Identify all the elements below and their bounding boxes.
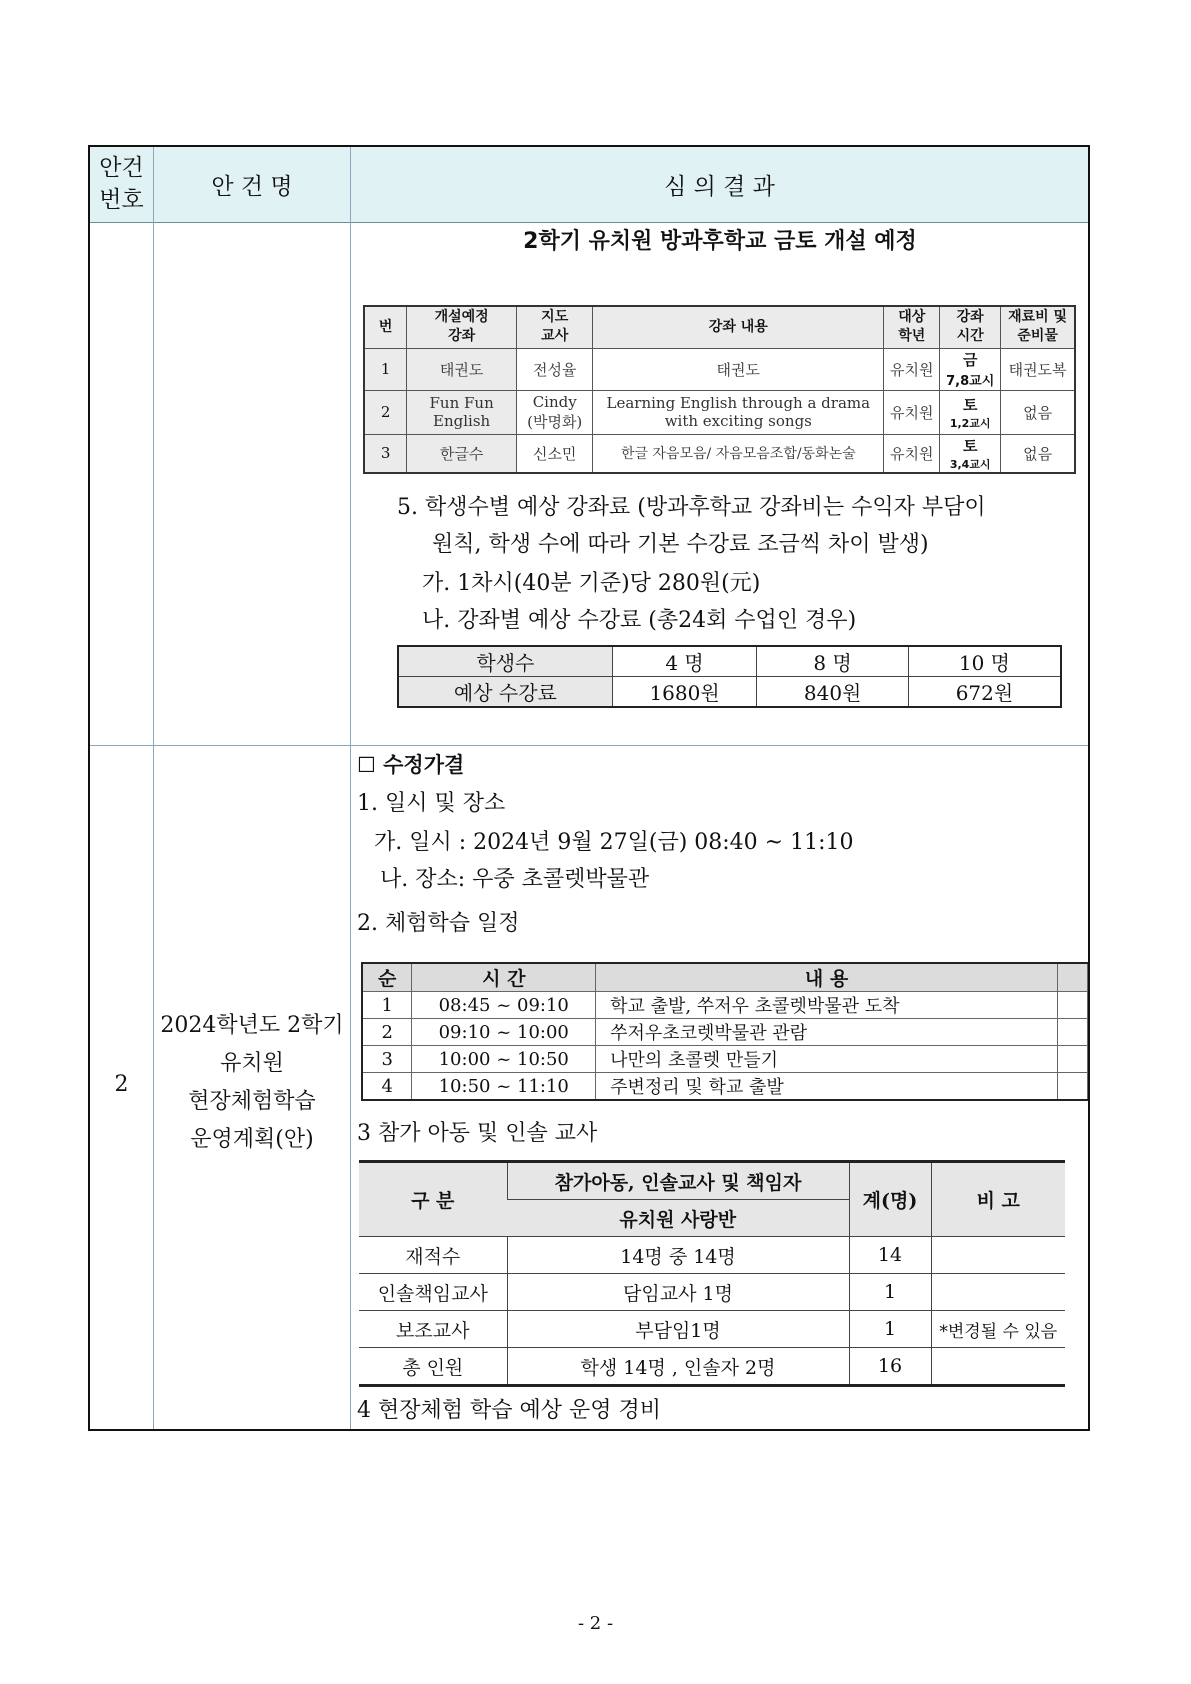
cell-material: 없음 [1001, 390, 1075, 434]
course-table [363, 305, 1076, 474]
cell-total: 1 [849, 1274, 931, 1311]
blank-cell [1058, 992, 1088, 1019]
divider [90, 745, 1088, 746]
col-header-grade [884, 306, 940, 348]
cell-day: 토 [962, 436, 978, 455]
table-row [364, 390, 1075, 434]
page-number: - 2 - [577, 1613, 614, 1634]
item5-line1: 5. 학생수별 예상 강좌료 (방과후학교 강좌비는 수익자 부담이 [397, 495, 986, 520]
cell-teacher: 전성율 [517, 348, 593, 390]
col-header-order: 순 [362, 963, 412, 992]
cell-category: 재적수 [359, 1237, 507, 1274]
table-row [364, 434, 1075, 473]
col-header-teacher-line: 교사 [541, 328, 569, 345]
cell-no: 2 [364, 390, 407, 434]
col-header-total: 계(명) [849, 1162, 931, 1237]
agenda-name-line: 현장체험학습 [188, 1089, 316, 1114]
cell-period: 3,4교시 [949, 457, 991, 471]
col-header-time [940, 306, 1001, 348]
fee-label-fee: 예상 수강료 [398, 677, 612, 708]
col-header-grade-line: 학년 [898, 328, 926, 345]
header-agenda-number-bottom: 번호 [99, 187, 144, 213]
table-row [398, 646, 1061, 677]
after-school-title: 2학기 유치원 방과후학교 금토 개설 예정 [523, 229, 917, 254]
fee-label-students: 학생수 [398, 646, 612, 677]
cell-grade: 유치원 [884, 434, 940, 473]
cell-category: 총 인원 [359, 1348, 507, 1386]
col-header-time-line: 시간 [956, 328, 984, 345]
agenda-name-line: 2024학년도 2학기 [160, 1013, 344, 1038]
col-header-material-line: 재료비 및 [1008, 309, 1068, 326]
header-agenda-number [90, 147, 153, 221]
cell-material: 없음 [1001, 434, 1075, 473]
col-header-course-line: 강좌 [448, 328, 476, 345]
col-header-course [407, 306, 517, 348]
cell-teacher-line: Cindy [532, 392, 577, 411]
cell-material: 태권도복 [1001, 348, 1075, 390]
cell-total: 16 [849, 1348, 931, 1386]
table-row [362, 963, 1088, 992]
item5-na: 나. 강좌별 예상 수강료 (총24회 수업인 경우) [422, 608, 857, 633]
col-header-course-line: 개설예정 [434, 309, 489, 326]
blank-cell [1058, 1019, 1088, 1046]
fee-value: 840원 [757, 677, 909, 708]
agenda-name [154, 1007, 350, 1159]
cell-content: 쑤저우초코렛박물관 관람 [596, 1019, 1058, 1046]
cell-order: 4 [362, 1073, 412, 1101]
cell-course [407, 390, 517, 434]
cell-day: 토 [962, 395, 978, 414]
table-row [362, 1073, 1088, 1101]
cell-day: 금 [962, 351, 978, 369]
cell-teacher-line: (박명화) [527, 412, 583, 431]
agenda-name-line: 운영계획(안) [190, 1127, 314, 1152]
fee-value: 1680원 [612, 677, 757, 708]
cell-content [593, 390, 884, 434]
header-result: 심 의 결 과 [664, 173, 775, 200]
cell-category: 보조교사 [359, 1311, 507, 1348]
cell-period: 7,8교시 [946, 374, 995, 389]
table-row [359, 1274, 1065, 1311]
fee-table [397, 645, 1062, 708]
cell-period: 1,2교시 [949, 416, 991, 430]
cell-content: 태권도 [593, 348, 884, 390]
col-header-material [1001, 306, 1075, 348]
section-1-title: 1. 일시 및 장소 [357, 791, 506, 816]
cell-teacher: 신소민 [517, 434, 593, 473]
col-header-material-line: 준비물 [1017, 328, 1058, 345]
cell-course-line: English [433, 412, 491, 430]
cell-total: 14 [849, 1237, 931, 1274]
table-row [398, 677, 1061, 708]
cell-detail: 부담임1명 [507, 1311, 849, 1348]
cell-course: 한글수 [407, 434, 517, 473]
table-row [359, 1311, 1065, 1348]
section-3-title: 3 참가 아동 및 인솔 교사 [357, 1121, 598, 1146]
item5-ga: 가. 1차시(40분 기준)당 280원(元) [422, 571, 761, 596]
divider [153, 147, 154, 1429]
cell-detail: 학생 14명 , 인솔자 2명 [507, 1348, 849, 1386]
header-agenda-name: 안 건 명 [211, 173, 293, 200]
col-header-note: 비 고 [931, 1162, 1065, 1237]
cell-note [931, 1237, 1065, 1274]
cell-order: 2 [362, 1019, 412, 1046]
table-row [359, 1348, 1065, 1386]
cell-grade: 유치원 [884, 390, 940, 434]
table-row [362, 1046, 1088, 1073]
cell-content-line: Learning English through a drama [606, 394, 871, 412]
cell-total: 1 [849, 1311, 931, 1348]
cell-content: 나만의 초콜렛 만들기 [596, 1046, 1058, 1073]
table-row [364, 306, 1075, 348]
col-header-content: 내 용 [596, 963, 1058, 992]
col-header-class: 유치원 사랑반 [507, 1200, 849, 1237]
header-agenda-number-top: 안건 [99, 155, 144, 181]
table-row [364, 348, 1075, 390]
col-header-no: 번 [364, 306, 407, 348]
cell-time: 10:50 ~ 11:10 [412, 1073, 596, 1101]
table-row [359, 1237, 1065, 1274]
col-header-teacher-line: 지도 [541, 309, 569, 326]
cell-time: 08:45 ~ 09:10 [412, 992, 596, 1019]
checkbox-icon: ☐ [357, 753, 376, 777]
blank-cell [1058, 1073, 1088, 1101]
table-row [362, 1019, 1088, 1046]
fee-students: 10 명 [908, 646, 1061, 677]
col-header-content: 강좌 내용 [593, 306, 884, 348]
cell-time: 10:00 ~ 10:50 [412, 1046, 596, 1073]
col-header-grade-line: 대상 [898, 309, 926, 326]
cell-grade: 유치원 [884, 348, 940, 390]
col-header-time: 시 간 [412, 963, 596, 992]
cell-no: 1 [364, 348, 407, 390]
cell-course: 태권도 [407, 348, 517, 390]
col-header-group: 참가아동, 인솔교사 및 책임자 [507, 1162, 849, 1200]
participants-table [359, 1160, 1065, 1387]
section-1-place: 나. 장소: 우중 초콜렛박물관 [380, 867, 650, 892]
cell-note [931, 1348, 1065, 1386]
table-row [362, 992, 1088, 1019]
col-header-time-line: 강좌 [956, 309, 984, 326]
cell-content-line: with exciting songs [664, 412, 812, 430]
agenda-number-2: 2 [114, 1072, 129, 1097]
divider [350, 147, 351, 1429]
section-1-date: 가. 일시 : 2024년 9월 27일(금) 08:40 ~ 11:10 [374, 830, 854, 855]
decision-text: 수정가결 [383, 753, 465, 777]
cell-no: 3 [364, 434, 407, 473]
cell-content: 한글 자음모음/ 자음모음조합/동화논술 [593, 434, 884, 473]
blank-cell [1058, 963, 1088, 992]
cell-time [940, 348, 1001, 390]
fee-students: 4 명 [612, 646, 757, 677]
col-header-teacher [517, 306, 593, 348]
table-row [359, 1162, 1065, 1200]
cell-note: *변경될 수 있음 [931, 1311, 1065, 1348]
cell-category: 인솔책임교사 [359, 1274, 507, 1311]
cell-order: 3 [362, 1046, 412, 1073]
col-header-category: 구 분 [359, 1162, 507, 1237]
section-2-title: 2. 체험학습 일정 [357, 911, 520, 936]
decision-line [357, 749, 464, 779]
cell-content: 학교 출발, 쑤저우 초콜렛박물관 도착 [596, 992, 1058, 1019]
fee-students: 8 명 [757, 646, 909, 677]
section-4-title: 4 현장체험 학습 예상 운영 경비 [357, 1398, 661, 1423]
agenda-name-line: 유치원 [220, 1051, 284, 1076]
cell-detail: 14명 중 14명 [507, 1237, 849, 1274]
cell-teacher [517, 390, 593, 434]
blank-cell [1058, 1046, 1088, 1073]
cell-note [931, 1274, 1065, 1311]
fee-value: 672원 [908, 677, 1061, 708]
table-header [90, 147, 1088, 223]
cell-order: 1 [362, 992, 412, 1019]
schedule-table [361, 962, 1088, 1101]
cell-content: 주변정리 및 학교 출발 [596, 1073, 1058, 1101]
cell-time: 09:10 ~ 10:00 [412, 1019, 596, 1046]
cell-time [940, 434, 1001, 473]
cell-time [940, 390, 1001, 434]
cell-course-line: Fun Fun [429, 394, 494, 412]
item5-line2: 원칙, 학생 수에 따라 기본 수강료 조금씩 차이 발생) [432, 532, 929, 557]
cell-detail: 담임교사 1명 [507, 1274, 849, 1311]
